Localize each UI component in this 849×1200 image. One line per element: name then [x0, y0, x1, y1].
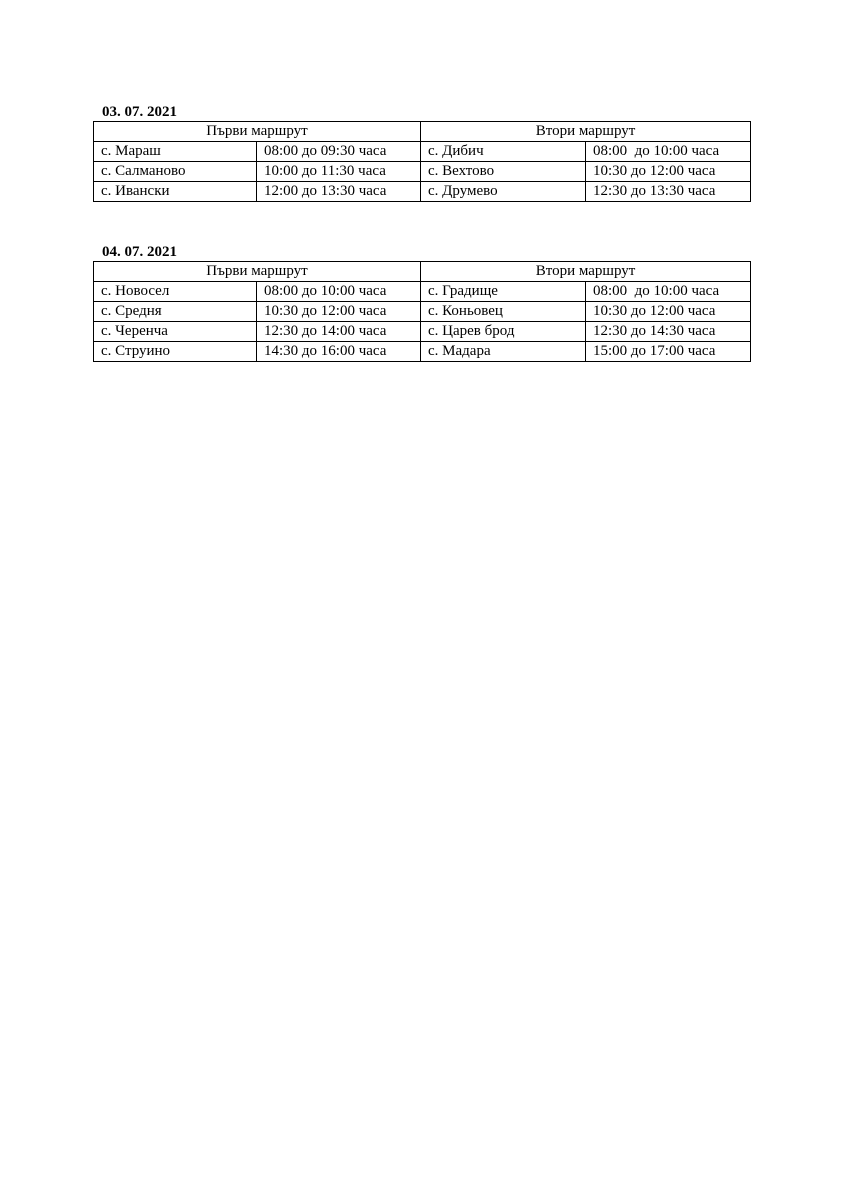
schedule-section-1 — [93, 103, 750, 202]
second-route-village: с. Дибич — [421, 142, 586, 162]
table-row — [94, 282, 751, 302]
first-route-village: с. Средня — [94, 302, 257, 322]
second-route-header: Втори маршрут — [421, 122, 751, 142]
second-route-time: 08:00 до 10:00 часа — [586, 282, 751, 302]
first-route-time: 10:30 до 12:00 часа — [257, 302, 421, 322]
second-route-village: с. Вехтово — [421, 162, 586, 182]
first-route-village: с. Мараш — [94, 142, 257, 162]
second-route-time: 10:30 до 12:00 часа — [586, 162, 751, 182]
table-row — [94, 322, 751, 342]
first-route-village: с. Черенча — [94, 322, 257, 342]
table-header-row — [94, 122, 751, 142]
second-route-time: 08:00 до 10:00 часа — [586, 142, 751, 162]
first-route-village: с. Струино — [94, 342, 257, 362]
schedule-table — [93, 121, 751, 202]
first-route-header: Първи маршрут — [94, 262, 421, 282]
second-route-time: 10:30 до 12:00 часа — [586, 302, 751, 322]
table-row — [94, 142, 751, 162]
second-route-village: с. Мадара — [421, 342, 586, 362]
first-route-village: с. Новосел — [94, 282, 257, 302]
table-header-row — [94, 262, 751, 282]
second-route-time: 12:30 до 14:30 часа — [586, 322, 751, 342]
second-route-time: 15:00 до 17:00 часа — [586, 342, 751, 362]
schedule-section-2 — [93, 243, 750, 362]
date-heading: 03. 07. 2021 — [102, 104, 177, 120]
first-route-time: 12:00 до 13:30 часа — [257, 182, 421, 202]
first-route-time: 12:30 до 14:00 часа — [257, 322, 421, 342]
date-heading: 04. 07. 2021 — [102, 244, 177, 260]
schedule-table — [93, 261, 751, 362]
second-route-village: с. Друмево — [421, 182, 586, 202]
second-route-header: Втори маршрут — [421, 262, 751, 282]
second-route-village: с. Коньовец — [421, 302, 586, 322]
table-row — [94, 342, 751, 362]
table-row — [94, 182, 751, 202]
first-route-time: 10:00 до 11:30 часа — [257, 162, 421, 182]
second-route-village: с. Градище — [421, 282, 586, 302]
first-route-time: 08:00 до 09:30 часа — [257, 142, 421, 162]
table-row — [94, 302, 751, 322]
table-row — [94, 162, 751, 182]
second-route-time: 12:30 до 13:30 часа — [586, 182, 751, 202]
second-route-village: с. Царев брод — [421, 322, 586, 342]
first-route-header: Първи маршрут — [94, 122, 421, 142]
first-route-village: с. Салманово — [94, 162, 257, 182]
first-route-time: 14:30 до 16:00 часа — [257, 342, 421, 362]
first-route-village: с. Ивански — [94, 182, 257, 202]
first-route-time: 08:00 до 10:00 часа — [257, 282, 421, 302]
